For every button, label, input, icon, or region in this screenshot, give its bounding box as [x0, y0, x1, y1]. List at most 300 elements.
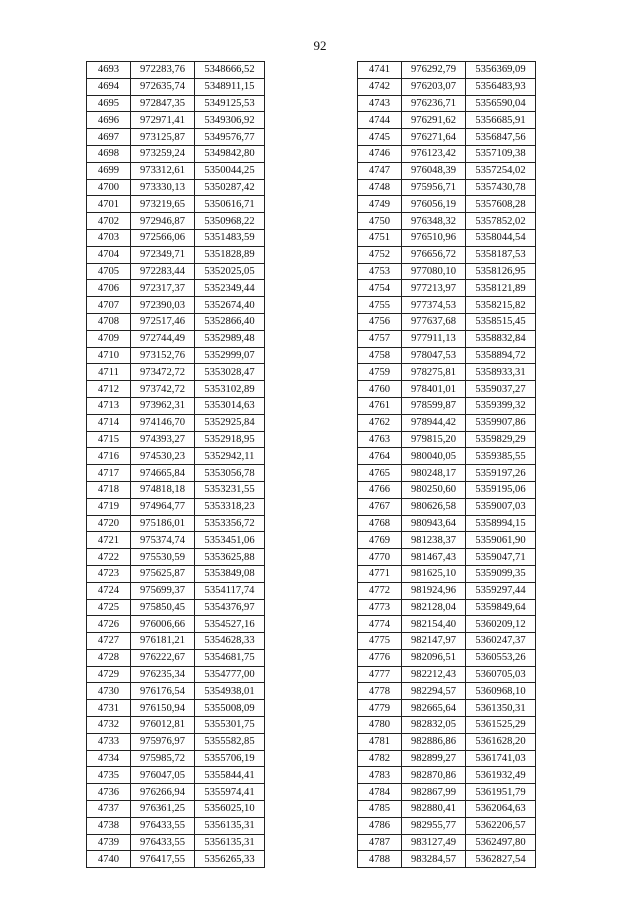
point-number-cell: 4733 [87, 733, 131, 750]
point-number-cell: 4776 [358, 649, 402, 666]
y-coordinate-cell: 5350616,71 [195, 196, 265, 213]
point-number-cell: 4786 [358, 817, 402, 834]
table-row [358, 733, 536, 750]
table-row [358, 145, 536, 162]
table-row [358, 448, 536, 465]
y-coordinate-cell: 5357109,38 [466, 145, 536, 162]
point-number-cell: 4730 [87, 683, 131, 700]
table-row [358, 62, 536, 79]
table-row [87, 817, 265, 834]
x-coordinate-cell: 982665,64 [402, 700, 466, 717]
point-number-cell: 4697 [87, 129, 131, 146]
table-row [87, 414, 265, 431]
table-row [87, 733, 265, 750]
table-row [87, 297, 265, 314]
y-coordinate-cell: 5361350,31 [466, 700, 536, 717]
table-row [358, 263, 536, 280]
point-number-cell: 4775 [358, 633, 402, 650]
y-coordinate-cell: 5349306,92 [195, 112, 265, 129]
point-number-cell: 4766 [358, 481, 402, 498]
x-coordinate-cell: 982832,05 [402, 717, 466, 734]
x-coordinate-cell: 976150,94 [131, 700, 195, 717]
x-coordinate-cell: 976236,71 [402, 95, 466, 112]
point-number-cell: 4751 [358, 229, 402, 246]
y-coordinate-cell: 5352866,40 [195, 313, 265, 330]
x-coordinate-cell: 982128,04 [402, 599, 466, 616]
point-number-cell: 4737 [87, 801, 131, 818]
point-number-cell: 4752 [358, 246, 402, 263]
y-coordinate-cell: 5355844,41 [195, 767, 265, 784]
x-coordinate-cell: 974146,70 [131, 414, 195, 431]
x-coordinate-cell: 980943,64 [402, 515, 466, 532]
point-number-cell: 4717 [87, 465, 131, 482]
table-row [358, 565, 536, 582]
x-coordinate-cell: 975976,97 [131, 733, 195, 750]
x-coordinate-cell: 975625,87 [131, 565, 195, 582]
point-number-cell: 4708 [87, 313, 131, 330]
point-number-cell: 4727 [87, 633, 131, 650]
x-coordinate-cell: 972946,87 [131, 213, 195, 230]
x-coordinate-cell: 976348,32 [402, 213, 466, 230]
table-row [87, 649, 265, 666]
y-coordinate-cell: 5356369,09 [466, 62, 536, 79]
y-coordinate-cell: 5353014,63 [195, 397, 265, 414]
point-number-cell: 4706 [87, 280, 131, 297]
y-coordinate-cell: 5351828,89 [195, 246, 265, 263]
y-coordinate-cell: 5362064,63 [466, 801, 536, 818]
x-coordinate-cell: 978944,42 [402, 414, 466, 431]
y-coordinate-cell: 5353451,06 [195, 532, 265, 549]
table-row [87, 666, 265, 683]
y-coordinate-cell: 5355008,09 [195, 700, 265, 717]
y-coordinate-cell: 5358121,89 [466, 280, 536, 297]
y-coordinate-cell: 5359007,03 [466, 498, 536, 515]
point-number-cell: 4701 [87, 196, 131, 213]
table-row [358, 801, 536, 818]
point-number-cell: 4729 [87, 666, 131, 683]
table-row [87, 397, 265, 414]
table-row [358, 851, 536, 868]
y-coordinate-cell: 5354938,01 [195, 683, 265, 700]
point-number-cell: 4723 [87, 565, 131, 582]
x-coordinate-cell: 975530,59 [131, 549, 195, 566]
table-row [87, 280, 265, 297]
y-coordinate-cell: 5357254,02 [466, 162, 536, 179]
point-number-cell: 4746 [358, 145, 402, 162]
table-row [358, 397, 536, 414]
x-coordinate-cell: 973259,24 [131, 145, 195, 162]
x-coordinate-cell: 973219,65 [131, 196, 195, 213]
x-coordinate-cell: 982867,99 [402, 784, 466, 801]
y-coordinate-cell: 5359037,27 [466, 381, 536, 398]
point-number-cell: 4768 [358, 515, 402, 532]
x-coordinate-cell: 982212,43 [402, 666, 466, 683]
y-coordinate-cell: 5358832,84 [466, 330, 536, 347]
x-coordinate-cell: 972635,74 [131, 78, 195, 95]
table-row [87, 700, 265, 717]
table-row [87, 481, 265, 498]
y-coordinate-cell: 5352925,84 [195, 414, 265, 431]
x-coordinate-cell: 976176,54 [131, 683, 195, 700]
table-row [87, 364, 265, 381]
table-row [87, 263, 265, 280]
point-number-cell: 4726 [87, 616, 131, 633]
x-coordinate-cell: 977637,68 [402, 313, 466, 330]
y-coordinate-cell: 5355582,85 [195, 733, 265, 750]
table-row [358, 414, 536, 431]
point-number-cell: 4731 [87, 700, 131, 717]
point-number-cell: 4765 [358, 465, 402, 482]
point-number-cell: 4734 [87, 750, 131, 767]
x-coordinate-cell: 973312,61 [131, 162, 195, 179]
y-coordinate-cell: 5358933,31 [466, 364, 536, 381]
x-coordinate-cell: 973330,13 [131, 179, 195, 196]
point-number-cell: 4696 [87, 112, 131, 129]
y-coordinate-cell: 5353318,23 [195, 498, 265, 515]
x-coordinate-cell: 976266,94 [131, 784, 195, 801]
y-coordinate-cell: 5362497,80 [466, 834, 536, 851]
table-row [87, 851, 265, 868]
point-number-cell: 4780 [358, 717, 402, 734]
point-number-cell: 4744 [358, 112, 402, 129]
point-number-cell: 4764 [358, 448, 402, 465]
y-coordinate-cell: 5357608,28 [466, 196, 536, 213]
x-coordinate-cell: 972566,06 [131, 229, 195, 246]
point-number-cell: 4761 [358, 397, 402, 414]
table-row [87, 683, 265, 700]
y-coordinate-cell: 5353056,78 [195, 465, 265, 482]
x-coordinate-cell: 982147,97 [402, 633, 466, 650]
x-coordinate-cell: 982880,41 [402, 801, 466, 818]
x-coordinate-cell: 982955,77 [402, 817, 466, 834]
y-coordinate-cell: 5361741,03 [466, 750, 536, 767]
point-number-cell: 4787 [358, 834, 402, 851]
y-coordinate-cell: 5350044,25 [195, 162, 265, 179]
x-coordinate-cell: 973125,87 [131, 129, 195, 146]
x-coordinate-cell: 974665,84 [131, 465, 195, 482]
point-number-cell: 4722 [87, 549, 131, 566]
x-coordinate-cell: 975374,74 [131, 532, 195, 549]
y-coordinate-cell: 5352918,95 [195, 431, 265, 448]
coordinates-table-left [86, 61, 265, 868]
point-number-cell: 4736 [87, 784, 131, 801]
table-row [87, 129, 265, 146]
point-number-cell: 4698 [87, 145, 131, 162]
point-number-cell: 4702 [87, 213, 131, 230]
y-coordinate-cell: 5352349,44 [195, 280, 265, 297]
table-row [358, 431, 536, 448]
table-row [358, 683, 536, 700]
y-coordinate-cell: 5360705,03 [466, 666, 536, 683]
y-coordinate-cell: 5358126,95 [466, 263, 536, 280]
table-row [358, 515, 536, 532]
point-number-cell: 4788 [358, 851, 402, 868]
x-coordinate-cell: 975850,45 [131, 599, 195, 616]
y-coordinate-cell: 5353231,55 [195, 481, 265, 498]
table-row [358, 498, 536, 515]
x-coordinate-cell: 977213,97 [402, 280, 466, 297]
x-coordinate-cell: 976433,55 [131, 834, 195, 851]
point-number-cell: 4755 [358, 297, 402, 314]
table-row [358, 313, 536, 330]
y-coordinate-cell: 5359297,44 [466, 582, 536, 599]
y-coordinate-cell: 5357852,02 [466, 213, 536, 230]
table-row [358, 196, 536, 213]
point-number-cell: 4758 [358, 347, 402, 364]
x-coordinate-cell: 972517,46 [131, 313, 195, 330]
point-number-cell: 4715 [87, 431, 131, 448]
point-number-cell: 4705 [87, 263, 131, 280]
x-coordinate-cell: 975985,72 [131, 750, 195, 767]
point-number-cell: 4709 [87, 330, 131, 347]
table-row [87, 834, 265, 851]
x-coordinate-cell: 976417,55 [131, 851, 195, 868]
table-row [87, 112, 265, 129]
table-row [87, 750, 265, 767]
table-row [358, 297, 536, 314]
page-number: 92 [313, 38, 327, 53]
point-number-cell: 4740 [87, 851, 131, 868]
y-coordinate-cell: 5355301,75 [195, 717, 265, 734]
y-coordinate-cell: 5349842,80 [195, 145, 265, 162]
y-coordinate-cell: 5354376,97 [195, 599, 265, 616]
point-number-cell: 4769 [358, 532, 402, 549]
x-coordinate-cell: 972847,35 [131, 95, 195, 112]
y-coordinate-cell: 5349576,77 [195, 129, 265, 146]
table-row [358, 717, 536, 734]
y-coordinate-cell: 5353028,47 [195, 364, 265, 381]
table-row [87, 196, 265, 213]
y-coordinate-cell: 5351483,59 [195, 229, 265, 246]
x-coordinate-cell: 973742,72 [131, 381, 195, 398]
table-row [358, 179, 536, 196]
y-coordinate-cell: 5353625,88 [195, 549, 265, 566]
table-row [358, 330, 536, 347]
x-coordinate-cell: 976235,34 [131, 666, 195, 683]
point-number-cell: 4772 [358, 582, 402, 599]
x-coordinate-cell: 976047,05 [131, 767, 195, 784]
table-row [87, 784, 265, 801]
y-coordinate-cell: 5358994,15 [466, 515, 536, 532]
y-coordinate-cell: 5360247,37 [466, 633, 536, 650]
y-coordinate-cell: 5358215,82 [466, 297, 536, 314]
point-number-cell: 4778 [358, 683, 402, 700]
point-number-cell: 4713 [87, 397, 131, 414]
y-coordinate-cell: 5359061,90 [466, 532, 536, 549]
table-row [358, 549, 536, 566]
point-number-cell: 4716 [87, 448, 131, 465]
point-number-cell: 4738 [87, 817, 131, 834]
point-number-cell: 4745 [358, 129, 402, 146]
point-number-cell: 4720 [87, 515, 131, 532]
y-coordinate-cell: 5358894,72 [466, 347, 536, 364]
point-number-cell: 4703 [87, 229, 131, 246]
x-coordinate-cell: 976291,62 [402, 112, 466, 129]
table-row [358, 112, 536, 129]
table-row [87, 229, 265, 246]
x-coordinate-cell: 980250,60 [402, 481, 466, 498]
x-coordinate-cell: 981238,37 [402, 532, 466, 549]
table-row [87, 78, 265, 95]
x-coordinate-cell: 972283,76 [131, 62, 195, 79]
point-number-cell: 4699 [87, 162, 131, 179]
x-coordinate-cell: 981924,96 [402, 582, 466, 599]
point-number-cell: 4724 [87, 582, 131, 599]
x-coordinate-cell: 974530,23 [131, 448, 195, 465]
y-coordinate-cell: 5356265,33 [195, 851, 265, 868]
x-coordinate-cell: 976006,66 [131, 616, 195, 633]
table-row [358, 95, 536, 112]
y-coordinate-cell: 5360209,12 [466, 616, 536, 633]
x-coordinate-cell: 975699,37 [131, 582, 195, 599]
y-coordinate-cell: 5359399,32 [466, 397, 536, 414]
x-coordinate-cell: 976510,96 [402, 229, 466, 246]
y-coordinate-cell: 5357430,78 [466, 179, 536, 196]
y-coordinate-cell: 5359197,26 [466, 465, 536, 482]
x-coordinate-cell: 974393,27 [131, 431, 195, 448]
table-row [87, 162, 265, 179]
x-coordinate-cell: 977911,13 [402, 330, 466, 347]
y-coordinate-cell: 5361525,29 [466, 717, 536, 734]
y-coordinate-cell: 5350968,22 [195, 213, 265, 230]
table-row [358, 817, 536, 834]
y-coordinate-cell: 5358515,45 [466, 313, 536, 330]
table-row [358, 784, 536, 801]
x-coordinate-cell: 974964,77 [131, 498, 195, 515]
table-row [358, 834, 536, 851]
x-coordinate-cell: 983284,57 [402, 851, 466, 868]
point-number-cell: 4774 [358, 616, 402, 633]
x-coordinate-cell: 976203,07 [402, 78, 466, 95]
x-coordinate-cell: 976361,25 [131, 801, 195, 818]
table-row [87, 801, 265, 818]
table-row [358, 213, 536, 230]
y-coordinate-cell: 5352674,40 [195, 297, 265, 314]
x-coordinate-cell: 983127,49 [402, 834, 466, 851]
y-coordinate-cell: 5361628,20 [466, 733, 536, 750]
point-number-cell: 4742 [358, 78, 402, 95]
point-number-cell: 4781 [358, 733, 402, 750]
x-coordinate-cell: 982886,86 [402, 733, 466, 750]
table-row [87, 549, 265, 566]
table-row [87, 515, 265, 532]
y-coordinate-cell: 5354628,33 [195, 633, 265, 650]
table-row [87, 498, 265, 515]
x-coordinate-cell: 976123,42 [402, 145, 466, 162]
y-coordinate-cell: 5356590,04 [466, 95, 536, 112]
y-coordinate-cell: 5355706,19 [195, 750, 265, 767]
table-row [87, 246, 265, 263]
x-coordinate-cell: 982096,51 [402, 649, 466, 666]
table-row [358, 481, 536, 498]
x-coordinate-cell: 982899,27 [402, 750, 466, 767]
y-coordinate-cell: 5352942,11 [195, 448, 265, 465]
x-coordinate-cell: 979815,20 [402, 431, 466, 448]
x-coordinate-cell: 982294,57 [402, 683, 466, 700]
table-row [358, 129, 536, 146]
point-number-cell: 4695 [87, 95, 131, 112]
table-row [87, 213, 265, 230]
point-number-cell: 4735 [87, 767, 131, 784]
x-coordinate-cell: 978401,01 [402, 381, 466, 398]
y-coordinate-cell: 5354527,16 [195, 616, 265, 633]
table-row [358, 280, 536, 297]
table-row [358, 767, 536, 784]
x-coordinate-cell: 981467,43 [402, 549, 466, 566]
y-coordinate-cell: 5353356,72 [195, 515, 265, 532]
y-coordinate-cell: 5359385,55 [466, 448, 536, 465]
x-coordinate-cell: 982870,86 [402, 767, 466, 784]
y-coordinate-cell: 5349125,53 [195, 95, 265, 112]
y-coordinate-cell: 5359829,29 [466, 431, 536, 448]
y-coordinate-cell: 5360553,26 [466, 649, 536, 666]
x-coordinate-cell: 972971,41 [131, 112, 195, 129]
point-number-cell: 4743 [358, 95, 402, 112]
x-coordinate-cell: 972283,44 [131, 263, 195, 280]
x-coordinate-cell: 975186,01 [131, 515, 195, 532]
point-number-cell: 4782 [358, 750, 402, 767]
y-coordinate-cell: 5356847,56 [466, 129, 536, 146]
y-coordinate-cell: 5360968,10 [466, 683, 536, 700]
y-coordinate-cell: 5356025,10 [195, 801, 265, 818]
table-row [358, 532, 536, 549]
y-coordinate-cell: 5359047,71 [466, 549, 536, 566]
table-row [87, 599, 265, 616]
x-coordinate-cell: 978047,53 [402, 347, 466, 364]
table-row [87, 532, 265, 549]
y-coordinate-cell: 5359907,86 [466, 414, 536, 431]
point-number-cell: 4725 [87, 599, 131, 616]
table-row [358, 599, 536, 616]
point-number-cell: 4732 [87, 717, 131, 734]
table-row [87, 616, 265, 633]
table-row [87, 313, 265, 330]
table-row [87, 330, 265, 347]
table-row [358, 78, 536, 95]
point-number-cell: 4721 [87, 532, 131, 549]
point-number-cell: 4783 [358, 767, 402, 784]
point-number-cell: 4712 [87, 381, 131, 398]
y-coordinate-cell: 5356135,31 [195, 817, 265, 834]
y-coordinate-cell: 5359099,35 [466, 565, 536, 582]
table-row [87, 145, 265, 162]
x-coordinate-cell: 976012,81 [131, 717, 195, 734]
y-coordinate-cell: 5356135,31 [195, 834, 265, 851]
x-coordinate-cell: 978599,87 [402, 397, 466, 414]
x-coordinate-cell: 980626,58 [402, 498, 466, 515]
x-coordinate-cell: 976048,39 [402, 162, 466, 179]
x-coordinate-cell: 973152,76 [131, 347, 195, 364]
y-coordinate-cell: 5358044,54 [466, 229, 536, 246]
point-number-cell: 4763 [358, 431, 402, 448]
point-number-cell: 4714 [87, 414, 131, 431]
point-number-cell: 4719 [87, 498, 131, 515]
table-row [358, 649, 536, 666]
point-number-cell: 4777 [358, 666, 402, 683]
point-number-cell: 4754 [358, 280, 402, 297]
point-number-cell: 4694 [87, 78, 131, 95]
point-number-cell: 4700 [87, 179, 131, 196]
table-row [358, 162, 536, 179]
table-row [358, 246, 536, 263]
table-row [358, 381, 536, 398]
point-number-cell: 4779 [358, 700, 402, 717]
table-row [87, 62, 265, 79]
point-number-cell: 4747 [358, 162, 402, 179]
table-row [358, 229, 536, 246]
point-number-cell: 4704 [87, 246, 131, 263]
table-row [358, 750, 536, 767]
